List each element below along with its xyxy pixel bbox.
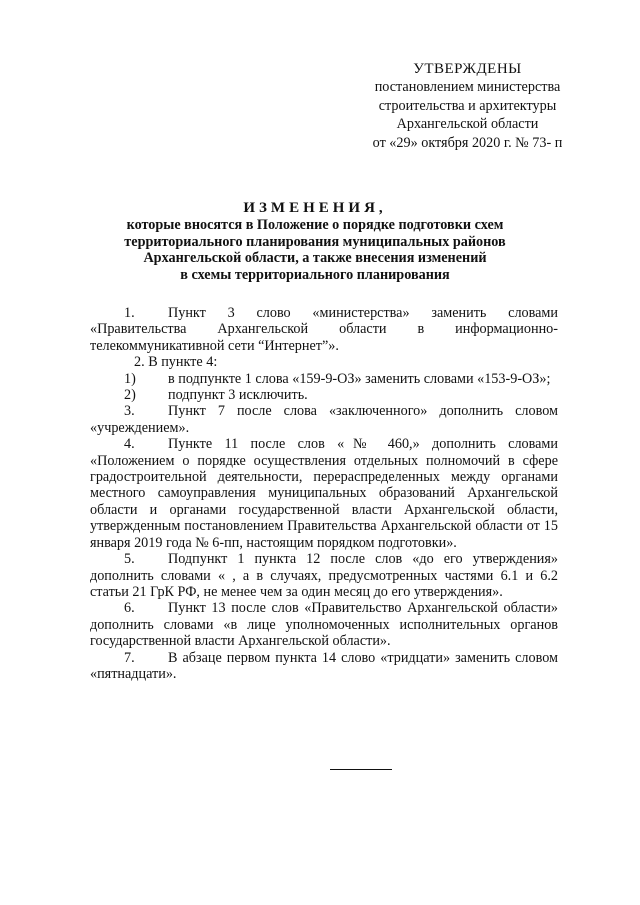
approval-line-1: постановлением министерства (374, 79, 561, 96)
approval-line-4: от «29» октября 2020 г. № 73- п (372, 134, 563, 151)
title-line-4: в схемы территориального планирования (180, 267, 450, 284)
item-1 (90, 305, 558, 354)
item-6 (90, 600, 558, 649)
item-text: подпункт 3 исключить. (168, 387, 308, 404)
approval-line-3: Архангельской области (396, 116, 539, 133)
approval-heading: УТВЕРЖДЕНЫ (413, 61, 522, 77)
item-text: В абзаце первом пункта 14 слово «тридцати» заменить словом «пятнадцати». (90, 649, 558, 682)
item-5 (90, 551, 558, 600)
item-text: Подпункт 1 пункта 12 после слов «до его утверждения» дополнить словами « , а в случаях, предусмотренных частями 6.1 и 6.2 статьи 21 ГрК РФ, не менее чем за один месяц до его утверждения». (90, 551, 558, 600)
item-text: Пункт 7 после слова «заключенного» дополнить словом «учреждением». (90, 403, 558, 436)
item-7 (90, 650, 558, 683)
approval-stamp (350, 60, 585, 152)
item-text: В пункте 4: (148, 354, 218, 371)
item-number: 3. (124, 403, 135, 420)
item-4 (90, 436, 558, 551)
title-line-1: которые вносятся в Положение о порядке подготовки схем (126, 216, 504, 233)
title-heading: ИЗМЕНЕНИЯ, (243, 200, 387, 216)
item-number: 1) (124, 370, 136, 387)
title-line-2: территориального планирования муниципальных районов (124, 233, 506, 250)
item-number: 1. (124, 305, 135, 321)
approval-line-2: строительства и архитектуры (378, 97, 557, 114)
item-text: Пункт 3 слово «министерства» заменить словами «Правительства Архангельской области в информационно-телекоммуникативной сети “Интернет”». (90, 305, 558, 354)
item-2 (90, 354, 558, 370)
item-number: 7. (124, 649, 135, 666)
document-body (90, 305, 558, 682)
item-text: в подпункте 1 слова «159-9-ОЗ» заменить словами «153-9-ОЗ»; (168, 370, 551, 387)
item-2-2 (90, 387, 558, 403)
item-number: 5. (124, 551, 135, 568)
item-2-1 (90, 371, 558, 387)
closing-divider (330, 769, 392, 770)
item-text: Пункте 11 после слов «№ 460,» дополнить словами «Положением о порядке осуществления отдельных полномочий в сфере градостроительной деятельности, перераспределенных между органами местного самоуправления муниципальных образований Архангельской области и органами государственной власти Архангельской области, утвержденным постановлением Правительства Архангельской области от 15 января 2019 года № 6-пп, настоящим порядком подготовки». (90, 436, 558, 551)
title-line-3: Архангельской области, а также внесения изменений (143, 250, 487, 267)
item-number: 2. (134, 354, 145, 371)
item-text: Пункт 13 после слов «Правительство Архангельской области» дополнить словами «в лице уполномоченных исполнительных органов государственной власти Архангельской области». (90, 600, 558, 650)
item-number: 2) (124, 387, 136, 404)
item-3 (90, 403, 558, 436)
document-title (80, 200, 550, 284)
item-number: 6. (124, 600, 135, 617)
item-number: 4. (124, 436, 135, 453)
